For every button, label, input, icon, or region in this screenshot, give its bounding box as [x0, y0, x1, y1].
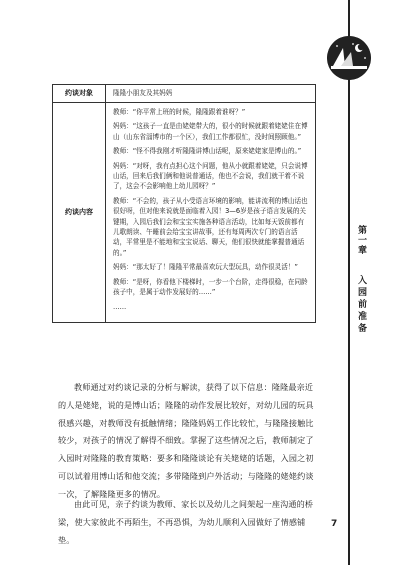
- dialogue-line: 妈妈：“那太好了！隆隆平常最喜欢玩大型玩具，动作很灵活！”: [113, 263, 298, 272]
- chapter-badge-illustration: [327, 36, 371, 80]
- table-row: [53, 85, 316, 103]
- table-row: [53, 103, 316, 323]
- dialogue-ellipsis: ……: [113, 302, 127, 311]
- conclusion-paragraph: 由此可见，亲子约谈为教师、家长以及幼儿之间架起一座沟通的桥梁，使大家彼此不再陌生，不再恐惧，为幼儿顺利入园做好了情感铺垫。: [58, 499, 314, 545]
- dialogue-line: 妈妈：“对呀，我有点担心这个问题，他从小就跟着姥姥，只会说博山话，回来后我们俩和他说普通话，他也不会说，我们就干着不说了，这会不会影响他上幼儿园呀？”: [113, 161, 308, 191]
- dialogue-line: 教师：“怪不得我刚才听隆隆讲博山话呢，原来姥姥家是博山的。”: [113, 147, 302, 156]
- night-sky-icon: [327, 36, 371, 80]
- analysis-paragraph: 教师通过对约谈记录的分析与解读，获得了以下信息：隆隆最亲近的人是姥姥，说的是博山话；隆隆的动作发展比较好，对幼儿园的玩具很感兴趣，对教师没有抵触情绪；隆隆妈妈工作比较忙，与隆隆接触比较少，对孩子的情况了解得不细致。掌握了这些情况之后，教师制定了入园时对隆隆的教育策略：要多和隆隆谈论有关姥姥的话题，入园之初可以试着用博山话和他交流；多带隆隆到户外活动；与隆隆的姥姥约谈一次，了解隆隆更多的情况。: [58, 382, 314, 499]
- interview-content-label: 约谈内容: [53, 103, 106, 323]
- interview-record-table: [52, 84, 316, 323]
- chapter-side-rule: [348, 0, 350, 565]
- page-number: 7: [331, 519, 338, 529]
- dialogue-line: 教师：“你平常上班的时候，隆隆跟着谁呀？”: [113, 108, 246, 116]
- dialogue-line: 教师：“是呀，你看他下楼梯时，一步一个台阶，走得很稳，在同龄孩子中，是属于动作发展好的……”: [113, 277, 308, 297]
- chapter-label: 第一章: [356, 225, 366, 255]
- dialogue-line: 教师：“不会的，孩子从小受语言环境的影响，能讲流利的博山话也很好呀，但对他来说就是面临着入园！3—6岁是孩子语言发展的关键期，入园后我们会和宝宝实施各种语言活动，比如每天饭前都有儿歌朗读、午睡前会给宝宝讲故事，还有每周两次专门的语言活动，平常里是不能地和宝宝说话、聊天，他们很快就能掌握普通话的。”: [113, 196, 308, 257]
- dialogue-line: 妈妈：“这孩子一直是由姥姥带大的，很小的时候就跟着姥姥住在博山（山东省淄博市的一个区），我们工作都很忙，没时间照顾他。”: [113, 122, 308, 141]
- chapter-title: 入园前准备: [356, 275, 366, 335]
- interview-content: [106, 103, 316, 323]
- interviewee-value: 隆隆小朋友及其妈妈: [106, 85, 316, 103]
- interviewee-label: 约谈对象: [53, 85, 106, 103]
